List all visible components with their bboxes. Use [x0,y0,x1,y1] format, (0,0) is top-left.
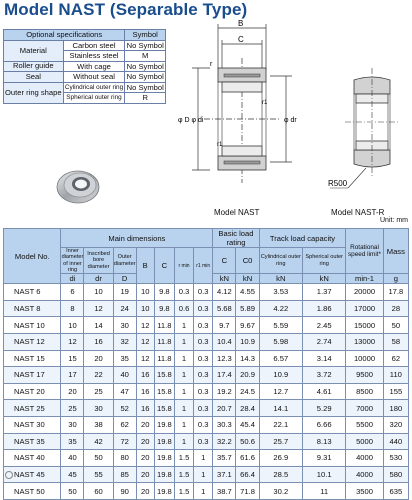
table-cell: 66.4 [236,466,259,483]
table-header-row [4,229,409,248]
table-cell: 10.1 [303,466,346,483]
table-cell: 3.14 [303,350,346,367]
table-cell: 0.3 [194,433,213,450]
table-row [4,300,409,317]
table-cell: 71.8 [236,483,259,500]
table-cell: 0.3 [194,350,213,367]
table-cell: 28.4 [236,400,259,417]
table-cell: 45 [61,466,84,483]
unit-d: D [113,274,136,284]
dim-label-r1-top: r1 [262,100,268,106]
table-cell: 11.8 [154,333,174,350]
model-cell: NAST 20 [4,383,61,400]
model-cell: NAST 6 [4,284,61,301]
table-cell: 19.8 [154,466,174,483]
table-cell: 28.5 [259,466,302,483]
model-label: NAST 45 [14,470,45,480]
table-cell: 19.8 [154,416,174,433]
table-cell: 1 [174,350,193,367]
table-cell: 42 [84,433,113,450]
table-cell: 9.7 [213,317,236,334]
table-cell: 11.8 [154,317,174,334]
table-cell: 30 [61,416,84,433]
table-cell: 2.74 [303,333,346,350]
subheader-spherical: Spherical outer ring [303,248,346,274]
table-cell: 25 [84,383,113,400]
table-cell: 12 [84,300,113,317]
dim-label-r500: R500 [328,179,348,188]
spec-symbol: R [125,93,166,104]
table-cell: 19.8 [154,483,174,500]
table-cell: 580 [383,466,408,483]
model-cell: NAST 50 [4,483,61,500]
table-cell: 17000 [346,300,383,317]
table-cell: 0.3 [194,367,213,384]
table-cell: 20000 [346,284,383,301]
table-cell: 10.4 [213,333,236,350]
subheader-r-min: r min [174,248,193,284]
radio-circle-icon[interactable] [5,471,13,479]
table-cell: 10.9 [236,333,259,350]
table-row [4,466,409,483]
table-cell: 38.7 [213,483,236,500]
table-row [4,284,409,301]
table-cell: 28 [383,300,408,317]
table-cell: 19.8 [154,450,174,467]
table-cell: 1 [194,483,213,500]
table-row [4,383,409,400]
table-cell: 10 [84,284,113,301]
table-cell: 60 [84,483,113,500]
table-cell: 13000 [346,333,383,350]
dim-label-c: C [238,35,244,44]
table-cell: 16 [136,383,154,400]
table-cell: 6.66 [303,416,346,433]
table-cell: 62 [113,416,136,433]
table-cell: 20 [61,383,84,400]
model-cell: NAST 40 [4,450,61,467]
table-cell: 5000 [346,433,383,450]
dim-label-phi-dr: φ dr [284,117,297,124]
table-cell: 5.89 [236,300,259,317]
model-cell: NAST 25 [4,400,61,417]
table-cell: 2.45 [303,317,346,334]
table-cell: 45.4 [236,416,259,433]
table-row [4,450,409,467]
table-cell: 0.3 [194,416,213,433]
table-cell: 440 [383,433,408,450]
table-cell: 14 [84,317,113,334]
table-cell: 0.3 [194,300,213,317]
spec-row [4,82,166,93]
spec-group-roller-guide: Roller guide [4,61,64,72]
table-cell: 5.68 [213,300,236,317]
table-cell: 8 [61,300,84,317]
subheader-c: C [154,248,174,284]
table-cell: 50 [61,483,84,500]
dim-label-b: B [238,19,244,28]
unit-kn: kN [236,274,259,284]
table-cell: 12 [136,317,154,334]
spec-option: Stainless steel [63,51,125,62]
unit-g: g [383,274,408,284]
table-cell: 16 [84,333,113,350]
table-cell: 20 [84,350,113,367]
table-row [4,416,409,433]
table-cell: 20 [136,483,154,500]
spec-symbol: No Symbol [126,40,164,50]
table-cell: 9500 [346,367,383,384]
page-title: Model NAST (Separable Type) [4,0,248,19]
table-cell: 20 [136,466,154,483]
table-row [4,400,409,417]
table-cell: 20.9 [236,367,259,384]
table-cell: 10000 [346,350,383,367]
table-cell: 17.8 [383,284,408,301]
table-cell: 530 [383,450,408,467]
table-cell: 1 [174,333,193,350]
table-cell: 4000 [346,450,383,467]
table-cell: 19 [113,284,136,301]
table-cell: 5.59 [259,317,302,334]
table-cell: 1.5 [174,466,193,483]
spec-header-row [4,30,166,41]
table-cell: 1 [174,416,193,433]
table-cell: 47 [113,383,136,400]
table-cell: 12.3 [213,350,236,367]
subheader-outer-diameter: Outer diameter [113,248,136,274]
spec-symbol: No Symbol [126,82,164,92]
header-track-load: Track load capacity [259,229,346,248]
subheader-cap-c: C [213,248,236,274]
table-cell: 16 [136,400,154,417]
table-cell: 50 [84,450,113,467]
table-cell: 5.98 [259,333,302,350]
table-cell: 11 [303,483,346,500]
table-cell: 4.61 [303,383,346,400]
table-cell: 3.72 [303,367,346,384]
table-cell: 30.2 [259,483,302,500]
table-cell: 8.13 [303,433,346,450]
table-row [4,317,409,334]
table-cell: 62 [383,350,408,367]
table-cell: 17 [61,367,84,384]
table-cell: 9.31 [303,450,346,467]
dim-label-r: r [210,61,213,68]
table-cell: 15 [61,350,84,367]
table-cell: 80 [113,450,136,467]
table-cell: 12 [136,350,154,367]
table-cell: 50.6 [236,433,259,450]
model-cell: NAST 15 [4,350,61,367]
bearing-cross-section-diagram [170,18,410,218]
table-cell: 26.9 [259,450,302,467]
table-cell: 10.9 [259,367,302,384]
table-cell: 0.3 [194,333,213,350]
table-cell: 0.3 [174,284,193,301]
table-row [4,350,409,367]
table-cell: 3500 [346,483,383,500]
model-label-nast-r: Model NAST-R [331,208,385,217]
table-row [4,483,409,500]
table-cell: 1.5 [174,450,193,467]
table-cell: 5.29 [303,400,346,417]
table-cell: 20 [136,433,154,450]
table-cell: 30 [84,400,113,417]
table-cell: 15.8 [154,400,174,417]
table-cell: 15.8 [154,383,174,400]
table-cell: 72 [113,433,136,450]
header-basic-load: Basic load rating [213,229,259,248]
table-cell: 30 [113,317,136,334]
table-cell: 180 [383,400,408,417]
table-cell: 24.5 [236,383,259,400]
table-cell: 1 [174,383,193,400]
table-cell: 4.22 [259,300,302,317]
table-cell: 32 [113,333,136,350]
spec-symbol: No Symbol [126,61,164,71]
spec-option: Without seal [63,72,125,83]
model-cell: NAST 17 [4,367,61,384]
table-cell: 30.3 [213,416,236,433]
table-cell: 15000 [346,317,383,334]
table-cell: 1 [194,466,213,483]
model-cell: NAST 12 [4,333,61,350]
model-cell [4,466,61,483]
table-cell: 1 [174,317,193,334]
table-cell: 0.3 [194,383,213,400]
table-cell: 0.3 [194,284,213,301]
table-cell: 37.1 [213,466,236,483]
subheader-inscribed-bore: Inscribed bore diameter [84,248,113,274]
header-mass: Mass [383,229,408,274]
table-cell: 10 [136,284,154,301]
unit-dr: dr [84,274,113,284]
table-cell: 9.8 [154,300,174,317]
table-cell: 1 [194,450,213,467]
table-cell: 85 [113,466,136,483]
spec-row [4,40,166,51]
unit-kn: kN [213,274,236,284]
table-cell: 8500 [346,383,383,400]
table-cell: 40 [61,450,84,467]
bearing-photo [54,167,102,205]
spec-option: Cylindrical outer ring [64,83,124,91]
table-body [4,284,409,500]
table-cell: 1.86 [303,300,346,317]
table-cell: 12 [61,333,84,350]
spec-row [4,72,166,83]
subheader-inner-diameter: Inner diameter of inner ring [61,248,84,273]
table-cell: 12 [136,333,154,350]
table-cell: 20.7 [213,400,236,417]
unit-rpm: min-1 [346,274,383,284]
table-cell: 0.3 [194,317,213,334]
table-cell: 7000 [346,400,383,417]
table-cell: 320 [383,416,408,433]
table-cell: 10 [136,300,154,317]
subheader-r1-min: r1 min [194,248,213,284]
spec-option: With cage [63,61,125,72]
table-cell: 4.55 [236,284,259,301]
table-cell: 11.8 [154,350,174,367]
table-cell: 12.7 [259,383,302,400]
table-cell: 19.8 [154,433,174,450]
table-cell: 25.7 [259,433,302,450]
table-cell: 25 [61,400,84,417]
table-cell: 50 [383,317,408,334]
table-cell: 58 [383,333,408,350]
table-cell: 5500 [346,416,383,433]
table-cell: 9.8 [154,284,174,301]
table-cell: 38 [84,416,113,433]
table-cell: 1 [174,433,193,450]
header-model-no: Model No. [4,229,61,284]
model-cell: NAST 35 [4,433,61,450]
spec-row [4,61,166,72]
spec-symbol: No Symbol [126,72,164,81]
table-cell: 9.67 [236,317,259,334]
table-cell: 1 [174,400,193,417]
table-cell: 35 [61,433,84,450]
table-cell: 635 [383,483,408,500]
table-cell: 20 [136,450,154,467]
subheader-b: B [136,248,154,284]
spec-group-seal: Seal [4,72,64,83]
table-cell: 0.6 [174,300,193,317]
spec-symbol: M [125,51,166,62]
spec-table [3,29,166,104]
model-cell: NAST 30 [4,416,61,433]
table-row [4,333,409,350]
unit-label: Unit: mm [380,217,408,224]
table-cell: 16 [136,367,154,384]
table-cell: 4000 [346,466,383,483]
table-cell: 19.2 [213,383,236,400]
table-cell: 35.7 [213,450,236,467]
unit-kn: kN [303,274,346,284]
table-cell: 24 [113,300,136,317]
table-cell: 52 [113,400,136,417]
table-cell: 55 [84,466,113,483]
table-cell: 90 [113,483,136,500]
spec-option: Carbon steel [63,40,125,51]
header-speed-limit: Rotational speed limit* [346,229,383,274]
table-cell: 1.37 [303,284,346,301]
table-cell: 20 [136,416,154,433]
dimensions-table [3,228,409,500]
spec-option: Spherical outer ring [63,93,125,104]
spec-header-options: Optional specifications [4,30,125,41]
dim-label-r1-bottom: r1 [217,142,223,148]
unit-kn: kN [259,274,302,284]
table-row [4,433,409,450]
table-cell: 32.2 [213,433,236,450]
table-cell: 6 [61,284,84,301]
table-cell: 4.12 [213,284,236,301]
table-cell: 40 [113,367,136,384]
table-cell: 14.1 [259,400,302,417]
spec-header-symbol: Symbol [125,30,166,41]
table-cell: 1.5 [174,483,193,500]
table-cell: 10 [61,317,84,334]
dim-label-phi-d: φ D φ di [178,117,204,124]
table-cell: 1 [174,367,193,384]
table-cell: 155 [383,383,408,400]
table-cell: 110 [383,367,408,384]
header-main-dimensions: Main dimensions [61,229,213,248]
table-cell: 15.8 [154,367,174,384]
subheader-cap-c0: C0 [236,248,259,274]
table-row [4,367,409,384]
table-cell: 22.1 [259,416,302,433]
model-cell: NAST 8 [4,300,61,317]
table-cell: 22 [84,367,113,384]
table-cell: 3.53 [259,284,302,301]
spec-group-material: Material [4,40,64,61]
table-cell: 14.3 [236,350,259,367]
model-cell: NAST 10 [4,317,61,334]
table-cell: 35 [113,350,136,367]
unit-di: di [61,274,84,284]
table-cell: 0.3 [194,400,213,417]
table-cell: 6.57 [259,350,302,367]
subheader-cylindrical: Cylindrical outer ring [259,248,302,274]
spec-group-outer-ring: Outer ring shape [4,82,64,103]
table-cell: 17.4 [213,367,236,384]
model-label-nast: Model NAST [214,208,260,217]
table-cell: 61.6 [236,450,259,467]
